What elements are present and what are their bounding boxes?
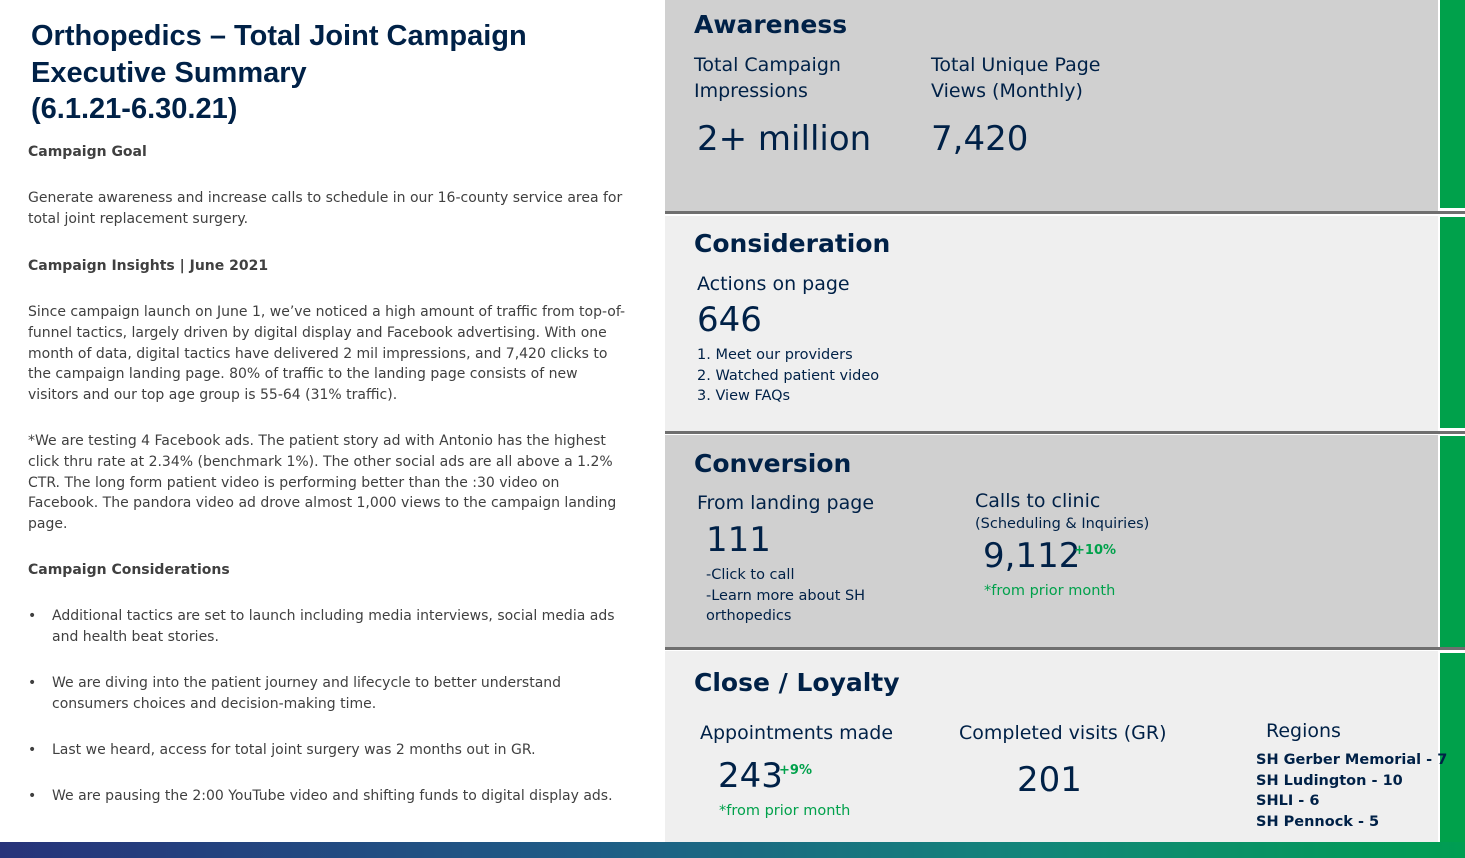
regions-label: Regions xyxy=(1266,720,1341,742)
list-item: 2. Watched patient video xyxy=(697,367,880,384)
campaign-goal-heading: Campaign Goal xyxy=(28,144,147,160)
completed-visits-value: 201 xyxy=(1017,760,1082,800)
calls-value: 9,112 xyxy=(983,536,1081,576)
page-views-label-line-2: Views (Monthly) xyxy=(931,80,1083,102)
appointments-value: 243 xyxy=(718,756,783,796)
list-item: • We are pausing the 2:00 YouTube video and shifting funds to digital display ads. xyxy=(28,786,630,807)
title-line-2: Executive Summary xyxy=(31,56,307,89)
actions-list xyxy=(697,345,879,407)
impressions-value: 2+ million xyxy=(697,119,872,159)
close-loyalty-heading: Close / Loyalty xyxy=(694,668,900,697)
section-divider xyxy=(665,647,1465,650)
campaign-insights-heading: Campaign Insights | June 2021 xyxy=(28,258,269,274)
green-accent-bar xyxy=(1440,217,1465,428)
green-accent-bar xyxy=(1440,436,1465,647)
actions-label: Actions on page xyxy=(697,273,850,295)
campaign-insights-paragraph-1: Since campaign launch on June 1, we’ve noticed a high amount of traffic from top-of-funnel tactics, largely driven by digital display and Facebook advertising. With one month of data, digital tactics have delivered 2 mil impressions, and 7,420 clicks to the campaign landing page. 80% of traffic to the landing page consists of new visitors and our top age group is 55-64 (31% traffic). xyxy=(28,304,626,404)
title-line-1: Orthopedics – Total Joint Campaign xyxy=(31,20,527,52)
impressions-label xyxy=(694,52,841,104)
page-views-label xyxy=(931,52,1100,104)
list-item: -Learn more about SH xyxy=(706,587,866,604)
list-item: orthopedics xyxy=(706,608,792,624)
appointments-note: *from prior month xyxy=(719,803,851,819)
calls-note: *from prior month xyxy=(984,583,1116,599)
impressions-label-line-2: Impressions xyxy=(694,80,808,102)
regions-list xyxy=(1256,750,1447,832)
page-views-value: 7,420 xyxy=(931,119,1029,159)
completed-visits-label: Completed visits (GR) xyxy=(959,722,1167,744)
list-item: • Additional tactics are set to launch including media interviews, social media ads and health beat stories. xyxy=(28,606,630,648)
list-item: SH Gerber Memorial - 7 xyxy=(1256,752,1448,768)
appointments-label: Appointments made xyxy=(700,722,894,744)
consideration-heading: Consideration xyxy=(694,229,891,258)
awareness-heading: Awareness xyxy=(694,10,848,39)
campaign-considerations-heading: Campaign Considerations xyxy=(28,562,230,578)
calls-sublabel: (Scheduling & Inquiries) xyxy=(975,516,1150,532)
list-item: SH Ludington - 10 xyxy=(1256,772,1403,789)
page-title xyxy=(31,18,631,128)
list-item: 1. Meet our providers xyxy=(697,347,853,363)
title-line-3: (6.1.21-6.30.21) xyxy=(31,93,238,125)
landing-page-label: From landing page xyxy=(697,492,875,514)
list-item: • Last we heard, access for total joint surgery was 2 months out in GR. xyxy=(28,740,630,761)
landing-page-value: 111 xyxy=(706,520,771,560)
section-divider xyxy=(665,431,1465,434)
list-item: SH Pennock - 5 xyxy=(1256,813,1380,830)
list-item: 3. View FAQs xyxy=(697,388,791,404)
page-views-label-line-1: Total Unique Page xyxy=(931,54,1101,76)
section-divider xyxy=(665,211,1465,214)
list-item: • We are diving into the patient journey and lifecycle to better understand consumers choices and decision-making time. xyxy=(28,673,630,715)
calls-change-badge: +10% xyxy=(1074,543,1117,558)
actions-value: 646 xyxy=(697,300,762,340)
list-item: -Click to call xyxy=(706,567,795,583)
impressions-label-line-1: Total Campaign xyxy=(694,54,841,76)
considerations-list xyxy=(28,606,630,833)
campaign-insights-paragraph-2: *We are testing 4 Facebook ads. The patient story ad with Antonio has the highest click thru rate at 2.34% (benchmark 1%). The other social ads are all above a 1.2% CTR. The long form patient video is performing better than the :30 video on Facebook. The pandora video ad drove almost 1,000 views to the campaign landing page. xyxy=(28,433,617,533)
campaign-goal-text: Generate awareness and increase calls to schedule in our 16-county service area for total joint replacement surgery. xyxy=(28,190,623,227)
green-accent-bar xyxy=(1440,0,1465,208)
list-item: SHLI - 6 xyxy=(1256,793,1320,810)
calls-label: Calls to clinic xyxy=(975,490,1101,512)
appointments-change-badge: +9% xyxy=(779,763,812,778)
landing-page-actions xyxy=(706,565,865,627)
conversion-heading: Conversion xyxy=(694,449,852,478)
footer-gradient-bar xyxy=(0,842,1465,858)
